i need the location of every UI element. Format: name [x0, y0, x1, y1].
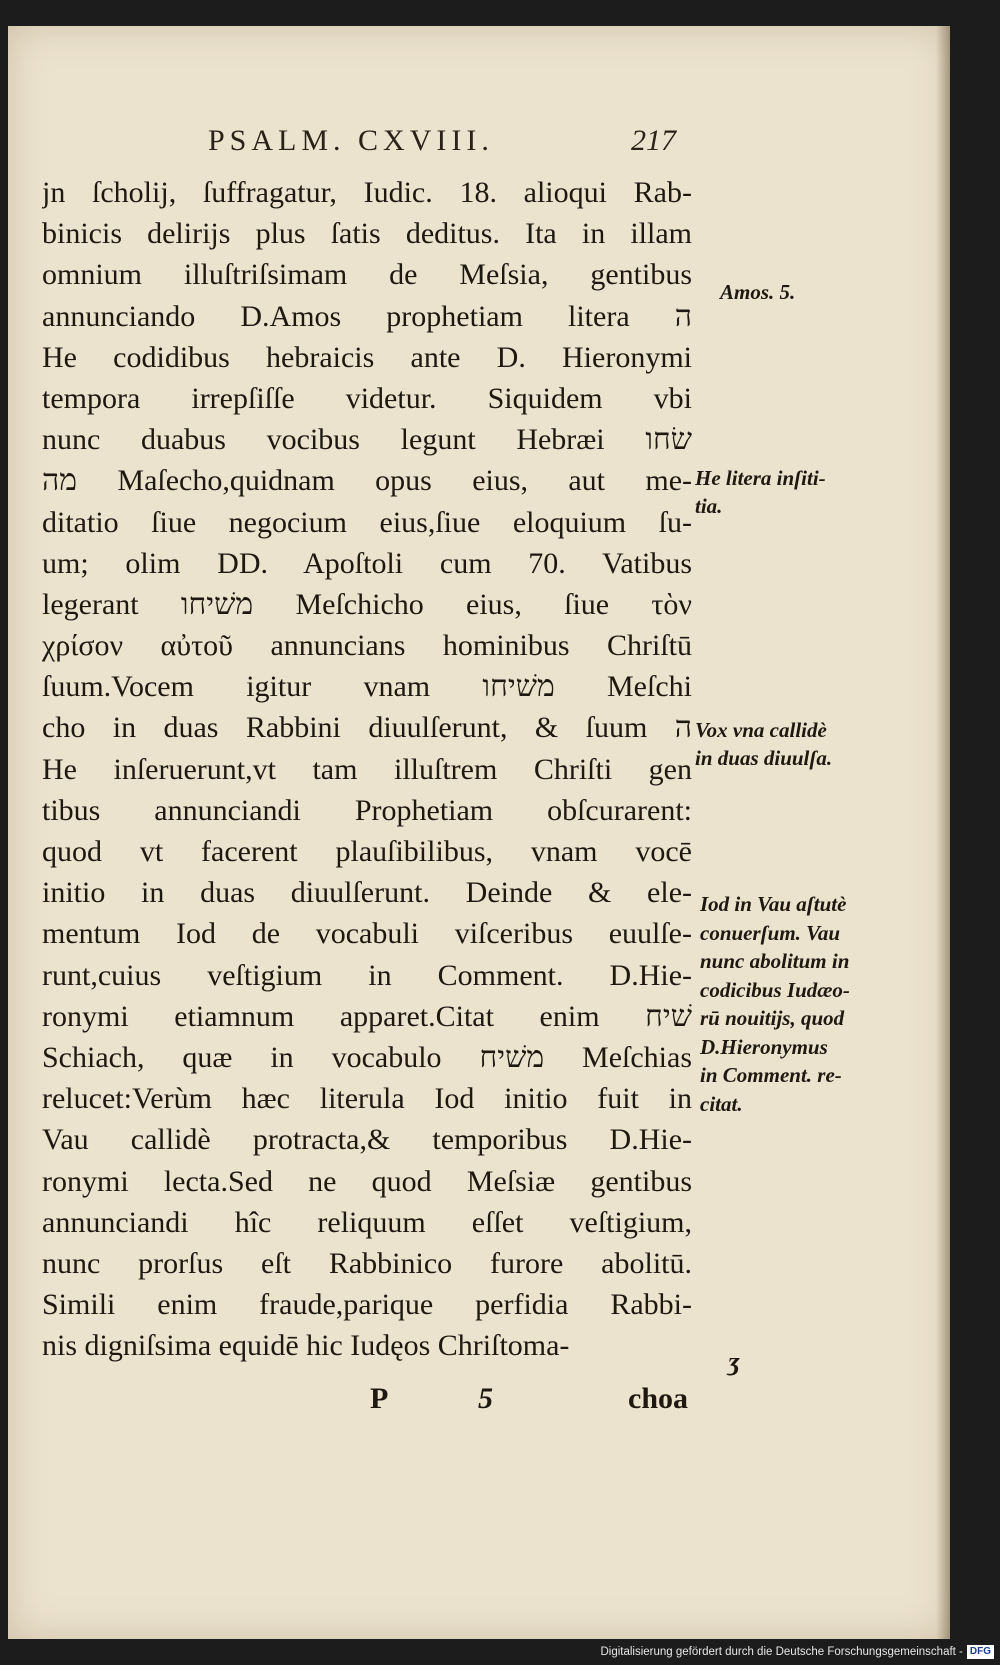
dfg-logo: DFG — [967, 1645, 994, 1659]
text-line: binicis delirijs plus ſatis deditus. Ita in illam — [42, 217, 692, 251]
text-line: quod vt facerent plauſibilibus, vnam vocē — [42, 835, 692, 868]
margin-note-line: He litera inſiti- — [695, 466, 826, 490]
margin-note-line: citat. — [700, 1091, 743, 1116]
text-line: ſuum.Vocem igitur vnam משׁיחו Meſchi — [42, 670, 692, 704]
margin-note-line: rū nouitijs, quod — [700, 1006, 845, 1030]
margin-note-line: Iod in Vau aſtutè — [700, 892, 847, 916]
text-line: Simili enim fraude,parique perfidia Rabbi- — [42, 1288, 692, 1322]
signature-mark: P — [370, 1382, 389, 1415]
text-line: runt,cuius veſtigium in Comment. D.Hie- — [42, 958, 692, 992]
text-line: ditatio ſiue negocium eius,ſiue eloquium ſu- — [42, 505, 692, 539]
margin-note-line: Vox vna callidè — [695, 718, 827, 742]
text-line: He codidibus hebraicis ante D. Hieronymi — [42, 340, 692, 374]
text-line: ronymi lecta.Sed ne quod Meſsiæ gentibus — [42, 1164, 692, 1198]
margin-note-amos — [720, 278, 795, 306]
text-line: legerant משׁיחו Meſchicho eius, ſiue τὸν — [42, 587, 692, 621]
page-number: 217 — [631, 124, 676, 157]
margin-note-he-litera — [695, 464, 826, 520]
margin-note-line: in Comment. re- — [700, 1063, 842, 1087]
margin-note-line: D.Hieronymus — [700, 1034, 828, 1059]
catchword: choa — [628, 1382, 688, 1415]
running-title: PSALM. CXVIII. — [208, 124, 494, 157]
page-header — [8, 124, 950, 164]
text-line: Schiach, quæ in vocabulo משׁיח Meſchias — [42, 1040, 692, 1074]
margin-note-line: Amos. 5. — [720, 280, 796, 304]
margin-note-line: nunc abolitum in — [700, 949, 850, 973]
text-line: מה Maſecho,quidnam opus eius, aut me- — [42, 464, 692, 498]
margin-note-vox-vna — [695, 716, 832, 772]
main-text — [42, 172, 692, 1366]
text-line: χρίσον αὐτοῦ annuncians hominibus Chriſtū — [42, 629, 692, 663]
margin-note-line: conuerſum. Vau — [700, 920, 841, 945]
margin-note-line: in duas diuulſa. — [695, 746, 833, 770]
signature-number: 5 — [478, 1382, 493, 1415]
margin-note-iod-in-vau — [700, 890, 850, 1118]
text-line: nunc prorſus eſt Rabbinico furore abolitū. — [42, 1246, 692, 1280]
credit-text: Digitalisierung gefördert durch die Deutsche Forschungsgemeinschaft - — [600, 1646, 963, 1658]
text-line: cho in duas Rabbini diuulſerunt, & ſuum ה — [42, 711, 692, 745]
text-line: nunc duabus vocibus legunt Hebræi שׂחו — [42, 423, 692, 457]
text-line: initio in duas diuulſerunt. Deinde & ele- — [42, 876, 692, 910]
book-page — [8, 26, 950, 1639]
margin-note-line: tia. — [695, 494, 723, 518]
text-line: um; olim DD. Apoſtoli cum 70. Vatibus — [42, 546, 692, 580]
line-end-mark: ʒ — [728, 1347, 741, 1376]
digitization-credit — [600, 1643, 994, 1661]
text-line: omnium illuſtriſsimam de Meſsia, gentibus — [42, 258, 692, 292]
text-line: relucet:Verùm hæc literula Iod initio fuit in — [42, 1082, 692, 1116]
text-line: mentum Iod de vocabuli viſceribus euulſe- — [42, 917, 692, 951]
margin-note-line: codicibus Iudæo- — [700, 977, 850, 1002]
text-line: jn ſcholij, ſuffragatur, Iudic. 18. alioqui Rab- — [42, 176, 692, 209]
text-line: He inſeruerunt,vt tam illuſtrem Chriſti gen — [42, 752, 692, 786]
text-line: tibus annunciandi Prophetiam obſcurarent: — [42, 793, 692, 827]
text-line: ronymi etiamnum apparet.Citat enim שׁיח — [42, 999, 692, 1033]
text-line: nis digniſsima equidē hic Iudęos Chriſtoma- — [42, 1329, 570, 1363]
text-line: annunciando D.Amos prophetiam litera ה — [42, 299, 692, 333]
text-line: tempora irrepſiſſe videtur. Siquidem vbi — [42, 381, 692, 415]
text-line: annunciandi hîc reliquum eſſet veſtigium, — [42, 1205, 692, 1239]
text-line: Vau callidè protracta,& temporibus D.Hie- — [42, 1123, 692, 1157]
